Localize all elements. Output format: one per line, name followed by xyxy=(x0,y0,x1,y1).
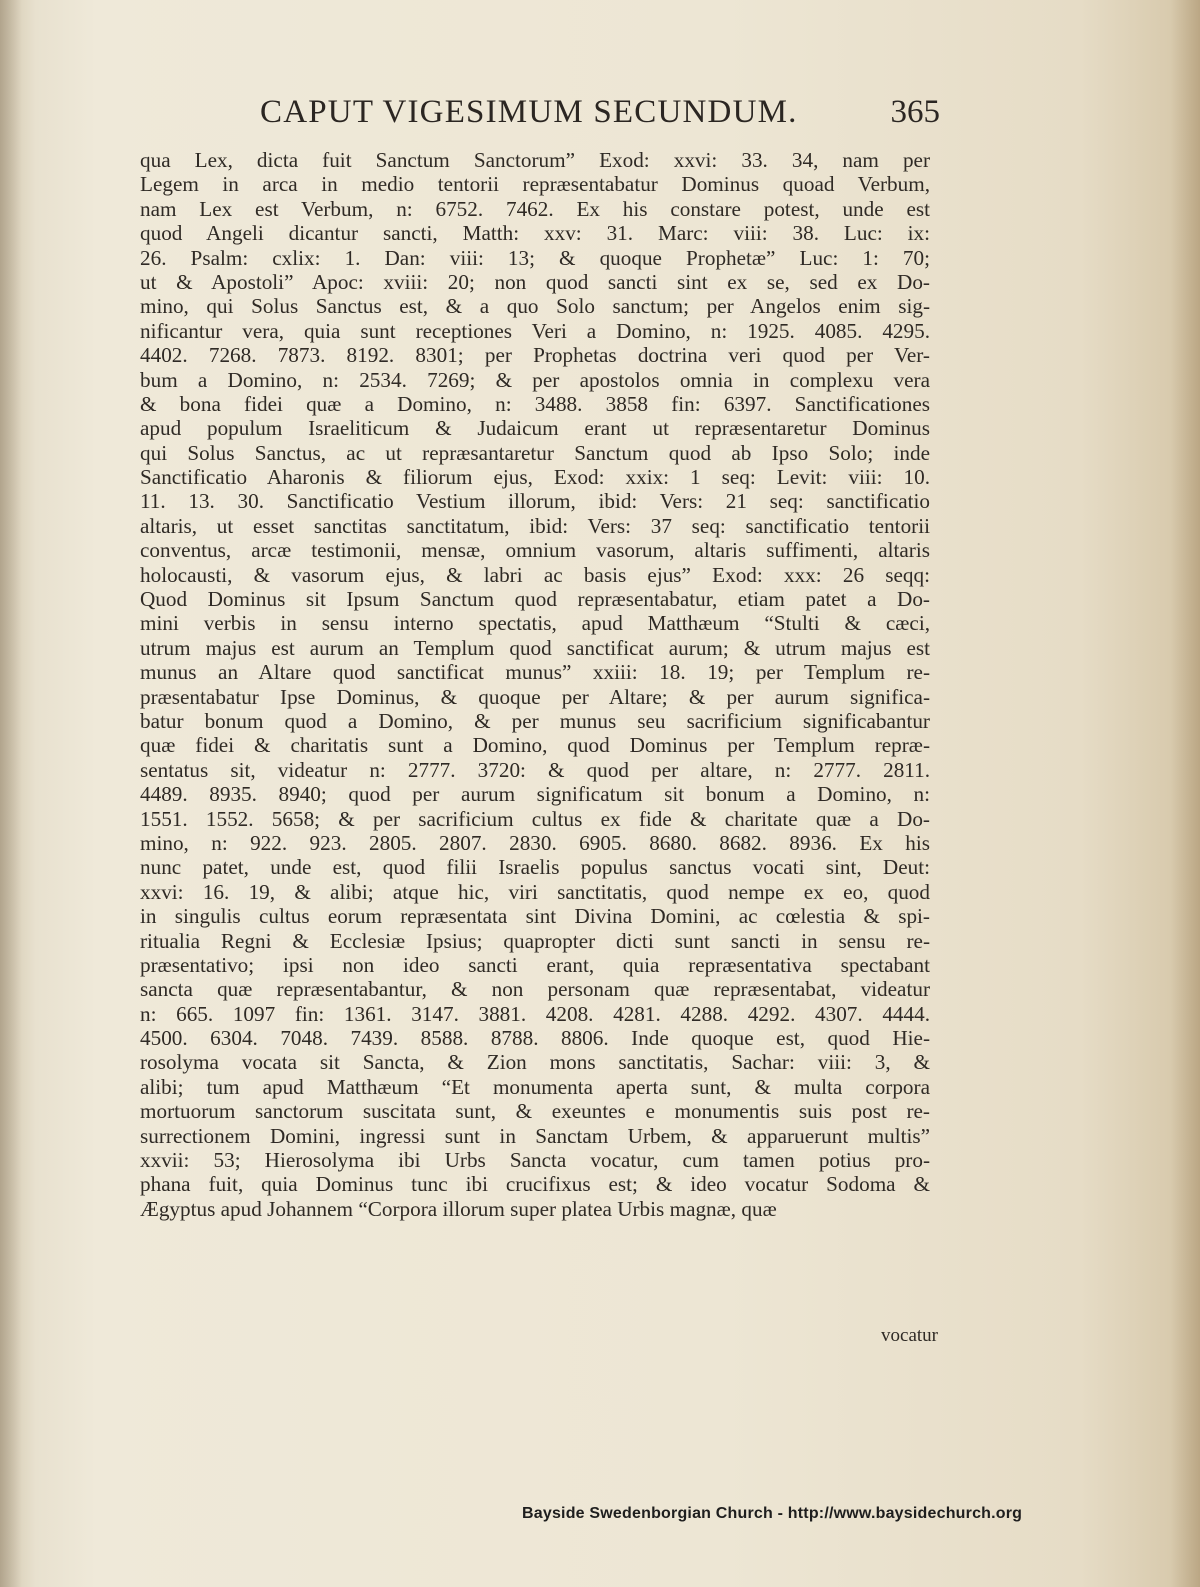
text-line: nificantur vera, quia sunt receptiones Veri a Domino, n: 1925. 4085. 4295. xyxy=(140,318,930,343)
watermark-text: Bayside Swedenborgian Church - http://www.baysidechurch.org xyxy=(522,1505,1023,1522)
text-line: sentatus sit, videatur n: 2777. 3720: & quod per altare, n: 2777. 2811. xyxy=(140,757,930,782)
text-line: bum a Domino, n: 2534. 7269; & per apostolos omnia in complexu vera xyxy=(140,367,930,392)
body-text xyxy=(140,148,930,1221)
text-line: 4402. 7268. 7873. 8192. 8301; per Prophetas doctrina veri quod per Ver- xyxy=(140,343,930,368)
running-title: CAPUT VIGESIMUM SECUNDUM. xyxy=(260,94,798,130)
text-line: Legem in arca in medio tentorii repræsentabatur Dominus quoad Verbum, xyxy=(140,172,930,197)
text-line: sancta quæ repræsentabantur, & non personam quæ repræsentabat, videatur xyxy=(140,977,930,1002)
text-line: 26. Psalm: cxlix: 1. Dan: viii: 13; & quoque Prophetæ” Luc: 1: 70; xyxy=(140,245,930,270)
text-line: quod Angeli dicantur sancti, Matth: xxv: 31. Marc: viii: 38. Luc: ix: xyxy=(140,221,930,246)
text-line: qua Lex, dicta fuit Sanctum Sanctorum” Exod: xxvi: 33. 34, nam per xyxy=(140,148,930,172)
text-line: mino, qui Solus Sanctus est, & a quo Solo sanctum; per Angelos enim sig- xyxy=(140,294,930,319)
text-line: in singulis cultus eorum repræsentata sint Divina Domini, ac cœlestia & spi- xyxy=(140,904,930,929)
page-number: 365 xyxy=(890,94,940,130)
text-line: nunc patet, unde est, quod filii Israelis populus sanctus vocati sint, Deut: xyxy=(140,855,930,880)
catchword: vocatur xyxy=(881,1325,938,1346)
text-line: batur bonum quod a Domino, & per munus seu sacrificium significabantur xyxy=(140,708,930,733)
text-line: Sanctificatio Aharonis & filiorum ejus, Exod: xxix: 1 seq: Levit: viii: 10. xyxy=(140,465,930,490)
text-line: surrectionem Domini, ingressi sunt in Sanctam Urbem, & apparuerunt multis” xyxy=(140,1123,930,1148)
page-edge xyxy=(1170,0,1200,1587)
text-line: qui Solus Sanctus, ac ut repræsantaretur Sanctum quod ab Ipso Solo; inde xyxy=(140,440,930,465)
text-line: xxvi: 16. 19, & alibi; atque hic, viri sanctitatis, quod nempe ex eo, quod xyxy=(140,879,930,904)
text-line: munus an Altare quod sanctificat munus” xxiii: 18. 19; per Templum re- xyxy=(140,660,930,685)
text-line: quæ fidei & charitatis sunt a Domino, quod Dominus per Templum repræ- xyxy=(140,733,930,758)
text-line: rosolyma vocata sit Sancta, & Zion mons sanctitatis, Sachar: viii: 3, & xyxy=(140,1050,930,1075)
text-line: n: 665. 1097 fin: 1361. 3147. 3881. 4208. 4281. 4288. 4292. 4307. 4444. xyxy=(140,1001,930,1026)
text-line: Ægyptus apud Johannem “Corpora illorum super platea Urbis magnæ, quæ xyxy=(140,1196,777,1221)
text-line: nam Lex est Verbum, n: 6752. 7462. Ex his constare potest, unde est xyxy=(140,196,930,221)
text-line: mortuorum sanctorum suscitata sunt, & exeuntes e monumentis suis post re- xyxy=(140,1099,930,1124)
text-line: utrum majus est aurum an Templum quod sanctificat aurum; & utrum majus est xyxy=(140,635,930,660)
text-line: altaris, ut esset sanctitas sanctitatum, ibid: Vers: 37 seq: sanctificatio tentorii xyxy=(140,513,930,538)
text-line: mini verbis in sensu interno spectatis, apud Matthæum “Stulti & cæci, xyxy=(140,611,930,636)
text-line: & bona fidei quæ a Domino, n: 3488. 3858 fin: 6397. Sanctificationes xyxy=(140,391,930,416)
text-line: mino, n: 922. 923. 2805. 2807. 2830. 6905. 8680. 8682. 8936. Ex his xyxy=(140,830,930,855)
text-line: præsentabatur Ipse Dominus, & quoque per Altare; & per aurum significa- xyxy=(140,684,930,709)
text-line: ritualia Regni & Ecclesiæ Ipsius; quapropter dicti sunt sancti in sensu re- xyxy=(140,928,930,953)
text-line: Quod Dominus sit Ipsum Sanctum quod repræsentabatur, etiam patet a Do- xyxy=(140,587,930,612)
text-line: conventus, arcæ testimonii, mensæ, omnium vasorum, altaris suffimenti, altaris xyxy=(140,538,930,563)
text-line: 4500. 6304. 7048. 7439. 8588. 8788. 8806. Inde quoque est, quod Hie- xyxy=(140,1026,930,1051)
text-line: 4489. 8935. 8940; quod per aurum significatum sit bonum a Domino, n: xyxy=(140,782,930,807)
page-header xyxy=(140,92,940,142)
text-line: apud populum Israeliticum & Judaicum erant ut repræsentaretur Dominus xyxy=(140,416,930,441)
text-line: phana fuit, quia Dominus tunc ibi crucifixus est; & ideo vocatur Sodoma & xyxy=(140,1172,930,1197)
text-line: ut & Apostoli” Apoc: xviii: 20; non quod sancti sint ex se, sed ex Do- xyxy=(140,269,930,294)
text-line: præsentativo; ipsi non ideo sancti erant, quia repræsentativa spectabant xyxy=(140,952,930,977)
text-line: holocausti, & vasorum ejus, & labri ac basis ejus” Exod: xxx: 26 seqq: xyxy=(140,562,930,587)
text-line: alibi; tum apud Matthæum “Et monumenta aperta sunt, & multa corpora xyxy=(140,1074,930,1099)
text-line: 11. 13. 30. Sanctificatio Vestium illorum, ibid: Vers: 21 seq: sanctificatio xyxy=(140,489,930,514)
text-line: 1551. 1552. 5658; & per sacrificium cultus ex fide & charitate quæ a Do- xyxy=(140,806,930,831)
gutter-shadow xyxy=(0,0,22,1587)
text-line: xxvii: 53; Hierosolyma ibi Urbs Sancta vocatur, cum tamen potius pro- xyxy=(140,1148,930,1173)
